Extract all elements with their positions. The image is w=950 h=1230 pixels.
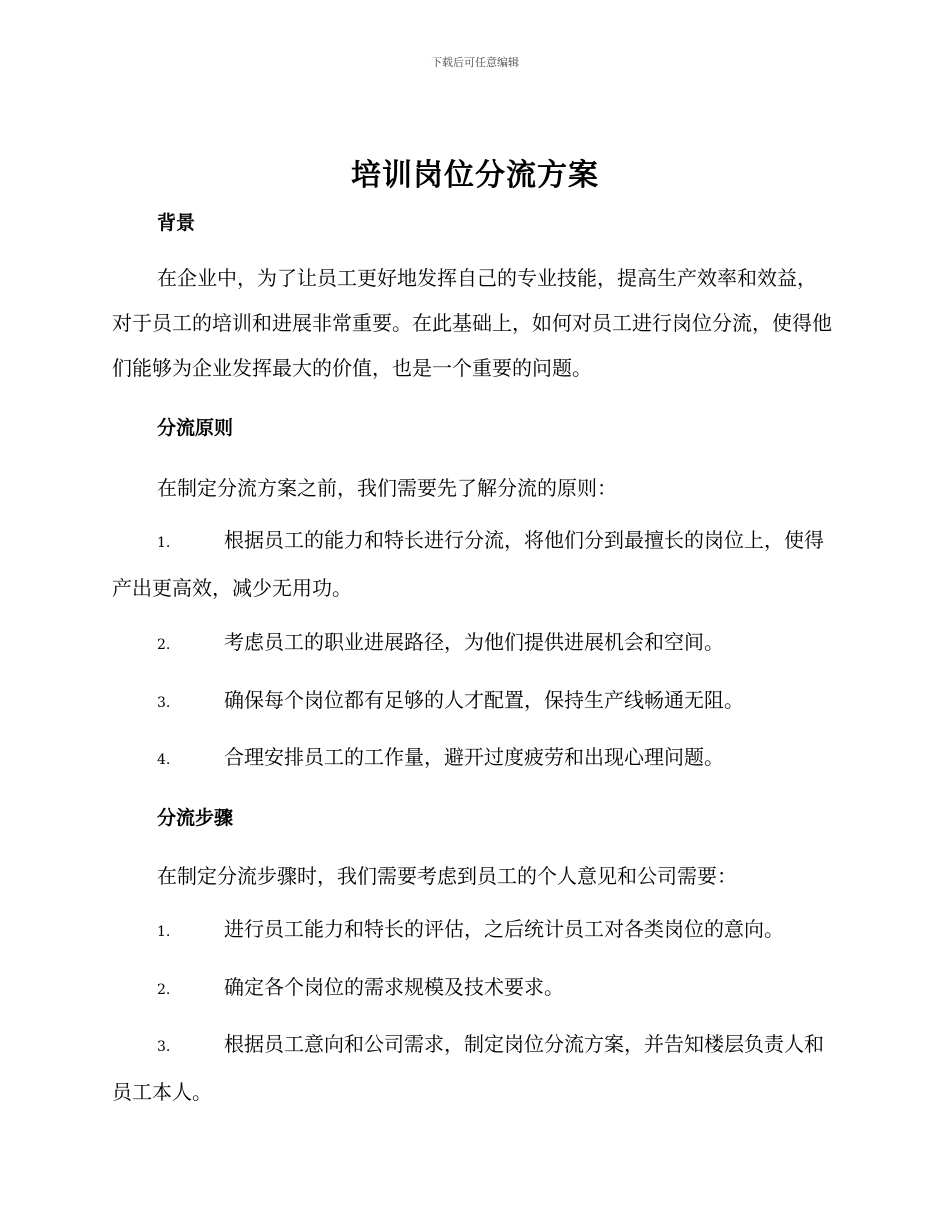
list-item-text: 确保每个岗位都有足够的人才配置，保持生产线畅通无阻。 (224, 688, 744, 712)
section-heading-principles: 分流原则 (157, 417, 234, 439)
principle-item-4 (112, 735, 837, 783)
section-heading-steps: 分流步骤 (157, 807, 234, 829)
list-item-text: 确定各个岗位的需求规模及技术要求。 (224, 975, 564, 999)
list-number: 3. (157, 1039, 171, 1055)
principle-item-3 (112, 678, 837, 726)
background-paragraph: 在企业中，为了让员工更好地发挥自己的专业技能，提高生产效率和效益，对于员工的培训和进展非常重要。在此基础上，如何对员工进行岗位分流，使得他们能够为企业发挥最大的价值，也是一个重要的问题。 (112, 266, 832, 380)
principle-item-2 (112, 620, 837, 668)
step-item-1 (112, 907, 837, 955)
list-item-text: 合理安排员工的工作量，避开过度疲劳和出现心理问题。 (224, 745, 724, 769)
principle-item-1 (112, 518, 837, 611)
list-item-text: 考虑员工的职业进展路径，为他们提供进展机会和空间。 (224, 630, 724, 654)
list-number: 2. (157, 982, 171, 998)
page-header-note: 下载后可任意编辑 (431, 56, 519, 69)
list-number: 1. (157, 924, 171, 940)
step-item-2 (112, 965, 837, 1013)
list-item-text: 进行员工能力和特长的评估，之后统计员工对各类岗位的意向。 (224, 917, 784, 941)
steps-intro: 在制定分流步骤时，我们需要考虑到员工的个人意见和公司需要： (157, 864, 737, 888)
list-number: 2. (157, 637, 171, 653)
list-number: 1. (157, 535, 171, 551)
list-number: 4. (157, 752, 171, 768)
list-number: 3. (157, 695, 171, 711)
list-item-text: 根据员工意向和公司需求，制定岗位分流方案，并告知楼层负责人和员工本人。 (112, 1032, 824, 1104)
section-heading-background: 背景 (157, 212, 196, 234)
step-item-3 (112, 1022, 837, 1115)
document-title: 培训岗位分流方案 (351, 158, 599, 193)
principles-intro: 在制定分流方案之前，我们需要先了解分流的原则： (157, 476, 617, 500)
list-item-text: 根据员工的能力和特长进行分流，将他们分到最擅长的岗位上，使得产出更高效，减少无用功。 (112, 528, 824, 600)
